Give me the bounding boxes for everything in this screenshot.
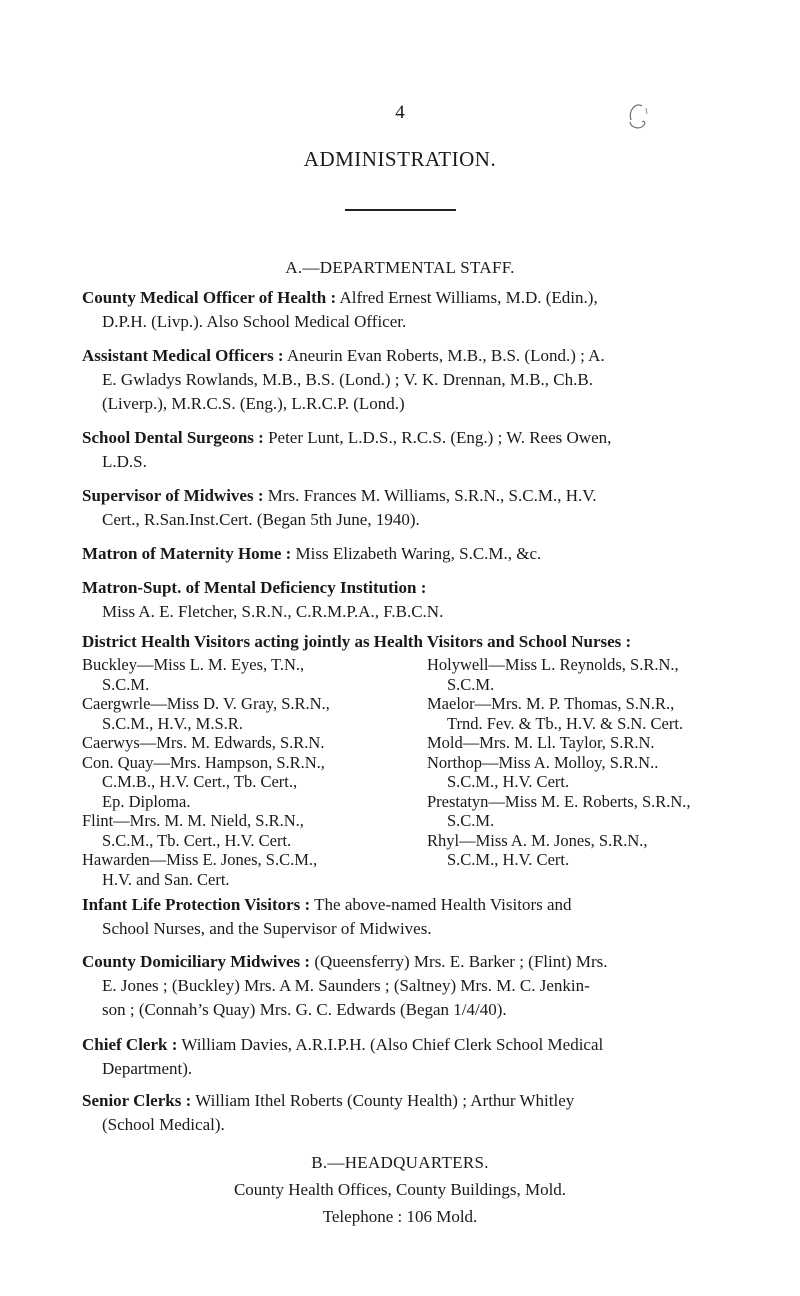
visitor-line: S.C.M. xyxy=(102,674,150,694)
entry-text: E. Jones ; (Buckley) Mrs. A M. Saunders ; (Saltney) Mrs. M. C. Jenkin- xyxy=(102,976,590,995)
entry-text: Cert., R.San.Inst.Cert. (Began 5th June, 1940). xyxy=(102,510,420,529)
entry-label: Chief Clerk : xyxy=(82,1035,178,1054)
visitors-right-column xyxy=(427,655,797,870)
visitor-line: S.C.M., Tb. Cert., H.V. Cert. xyxy=(102,830,292,850)
entry-text: Department). xyxy=(102,1059,193,1078)
entry-text: L.D.S. xyxy=(102,452,147,471)
section-a-heading: A.—DEPARTMENTAL STAFF. xyxy=(285,258,515,277)
visitor-line: Trnd. Fev. & Tb., H.V. & S.N. Cert. xyxy=(447,713,684,733)
entry-label: Assistant Medical Officers : xyxy=(82,346,284,365)
library-stamp-icon xyxy=(622,98,652,138)
entry-label: County Medical Officer of Health : xyxy=(82,288,337,307)
visitor-line: Flint—Mrs. M. M. Nield, S.R.N., xyxy=(82,811,304,830)
entry-text: Mrs. Frances M. Williams, S.R.N., S.C.M., H.V. xyxy=(267,486,597,505)
visitor-line: H.V. and San. Cert. xyxy=(102,869,230,889)
entry-senior-clerks xyxy=(82,1089,782,1137)
hq-telephone: Telephone : 106 Mold. xyxy=(322,1207,478,1226)
entry-text: The above-named Health Visitors and xyxy=(314,895,572,914)
visitor-line: Maelor—Mrs. M. P. Thomas, S.N.R., xyxy=(427,694,675,713)
page-number: 4 xyxy=(395,102,405,123)
entry-label: District Health Visitors acting jointly as Health Visitors and School Nurses : xyxy=(82,632,632,651)
entry-infant-life-protection xyxy=(82,893,782,941)
visitor-line: Mold—Mrs. M. Ll. Taylor, S.R.N. xyxy=(427,733,655,752)
section-b-heading: B.—HEADQUARTERS. xyxy=(311,1153,489,1172)
entry-text: (Queensferry) Mrs. E. Barker ; (Flint) Mrs. xyxy=(314,952,608,971)
district-visitors-heading xyxy=(82,630,782,654)
entry-assistant-medical-officers xyxy=(82,344,782,416)
visitor-line: Buckley—Miss L. M. Eyes, T.N., xyxy=(82,655,305,674)
entry-label: Infant Life Protection Visitors : xyxy=(82,895,311,914)
hq-address: County Health Offices, County Buildings, Mold. xyxy=(233,1180,567,1199)
entry-text: (School Medical). xyxy=(102,1115,225,1134)
visitor-line: Con. Quay—Mrs. Hampson, S.R.N., xyxy=(82,752,325,772)
entry-text: Miss Elizabeth Waring, S.C.M., &c. xyxy=(295,544,542,563)
visitor-line: S.C.M., H.V., M.S.R. xyxy=(102,713,243,733)
visitor-line: Caergwrle—Miss D. V. Gray, S.R.N., xyxy=(82,694,330,713)
entry-text: William Davies, A.R.I.P.H. (Also Chief Clerk School Medical xyxy=(181,1035,604,1054)
entry-school-dental-surgeons xyxy=(82,426,782,474)
entry-matron-maternity-home xyxy=(82,542,782,566)
entry-text: D.P.H. (Livp.). Also School Medical Officer. xyxy=(102,312,407,331)
visitor-line: Ep. Diploma. xyxy=(102,791,191,811)
entry-text: Miss A. E. Fletcher, S.R.N., C.R.M.P.A., F.B.C.N. xyxy=(102,602,444,621)
entry-text: William Ithel Roberts (County Health) ; Arthur Whitley xyxy=(195,1091,575,1110)
entry-chief-clerk xyxy=(82,1033,782,1081)
visitor-line: C.M.B., H.V. Cert., Tb. Cert., xyxy=(102,772,298,791)
entry-label: School Dental Surgeons : xyxy=(82,428,264,447)
entry-supervisor-of-midwives xyxy=(82,484,782,532)
visitor-line: S.C.M. xyxy=(447,674,495,694)
visitor-line: Northop—Miss A. Molloy, S.R.N.. xyxy=(427,752,659,772)
visitor-line: Holywell—Miss L. Reynolds, S.R.N., xyxy=(427,655,679,674)
entry-text: (Liverp.), M.R.C.S. (Eng.), L.R.C.P. (Lond.) xyxy=(102,394,405,413)
visitor-line: Rhyl—Miss A. M. Jones, S.R.N., xyxy=(427,830,648,850)
visitor-line: S.C.M., H.V. Cert. xyxy=(447,850,570,869)
visitor-line: Caerwys—Mrs. M. Edwards, S.R.N. xyxy=(82,733,325,752)
entry-text: Aneurin Evan Roberts, M.B., B.S. (Lond.) ; A. xyxy=(286,346,605,365)
entry-text: E. Gwladys Rowlands, M.B., B.S. (Lond.) ; V. K. Drennan, M.B., Ch.B. xyxy=(102,370,593,389)
visitor-line: S.C.M., H.V. Cert. xyxy=(447,772,570,791)
entry-label: County Domiciliary Midwives : xyxy=(82,952,311,971)
entry-label: Matron-Supt. of Mental Deficiency Institution : xyxy=(82,578,427,597)
visitor-line: Hawarden—Miss E. Jones, S.C.M., xyxy=(82,850,318,869)
visitor-line: Prestatyn—Miss M. E. Roberts, S.R.N., xyxy=(427,791,691,811)
entry-label: Supervisor of Midwives : xyxy=(82,486,264,505)
entry-text: School Nurses, and the Supervisor of Midwives. xyxy=(102,919,432,938)
entry-label: Senior Clerks : xyxy=(82,1091,192,1110)
entry-text: Peter Lunt, L.D.S., R.C.S. (Eng.) ; W. Rees Owen, xyxy=(268,428,612,447)
entry-matron-supt xyxy=(82,576,782,624)
entry-label: Matron of Maternity Home : xyxy=(82,544,292,563)
entry-text: son ; (Connah’s Quay) Mrs. G. C. Edwards (Began 1/4/40). xyxy=(102,1000,507,1019)
visitors-left-column xyxy=(82,655,430,889)
visitor-line: S.C.M. xyxy=(447,811,495,830)
entry-text: Alfred Ernest Williams, M.D. (Edin.), xyxy=(339,288,598,307)
entry-domiciliary-midwives xyxy=(82,950,782,1022)
entry-county-medical-officer xyxy=(82,286,782,334)
title-divider xyxy=(345,209,456,211)
page-title: ADMINISTRATION. xyxy=(303,147,497,171)
